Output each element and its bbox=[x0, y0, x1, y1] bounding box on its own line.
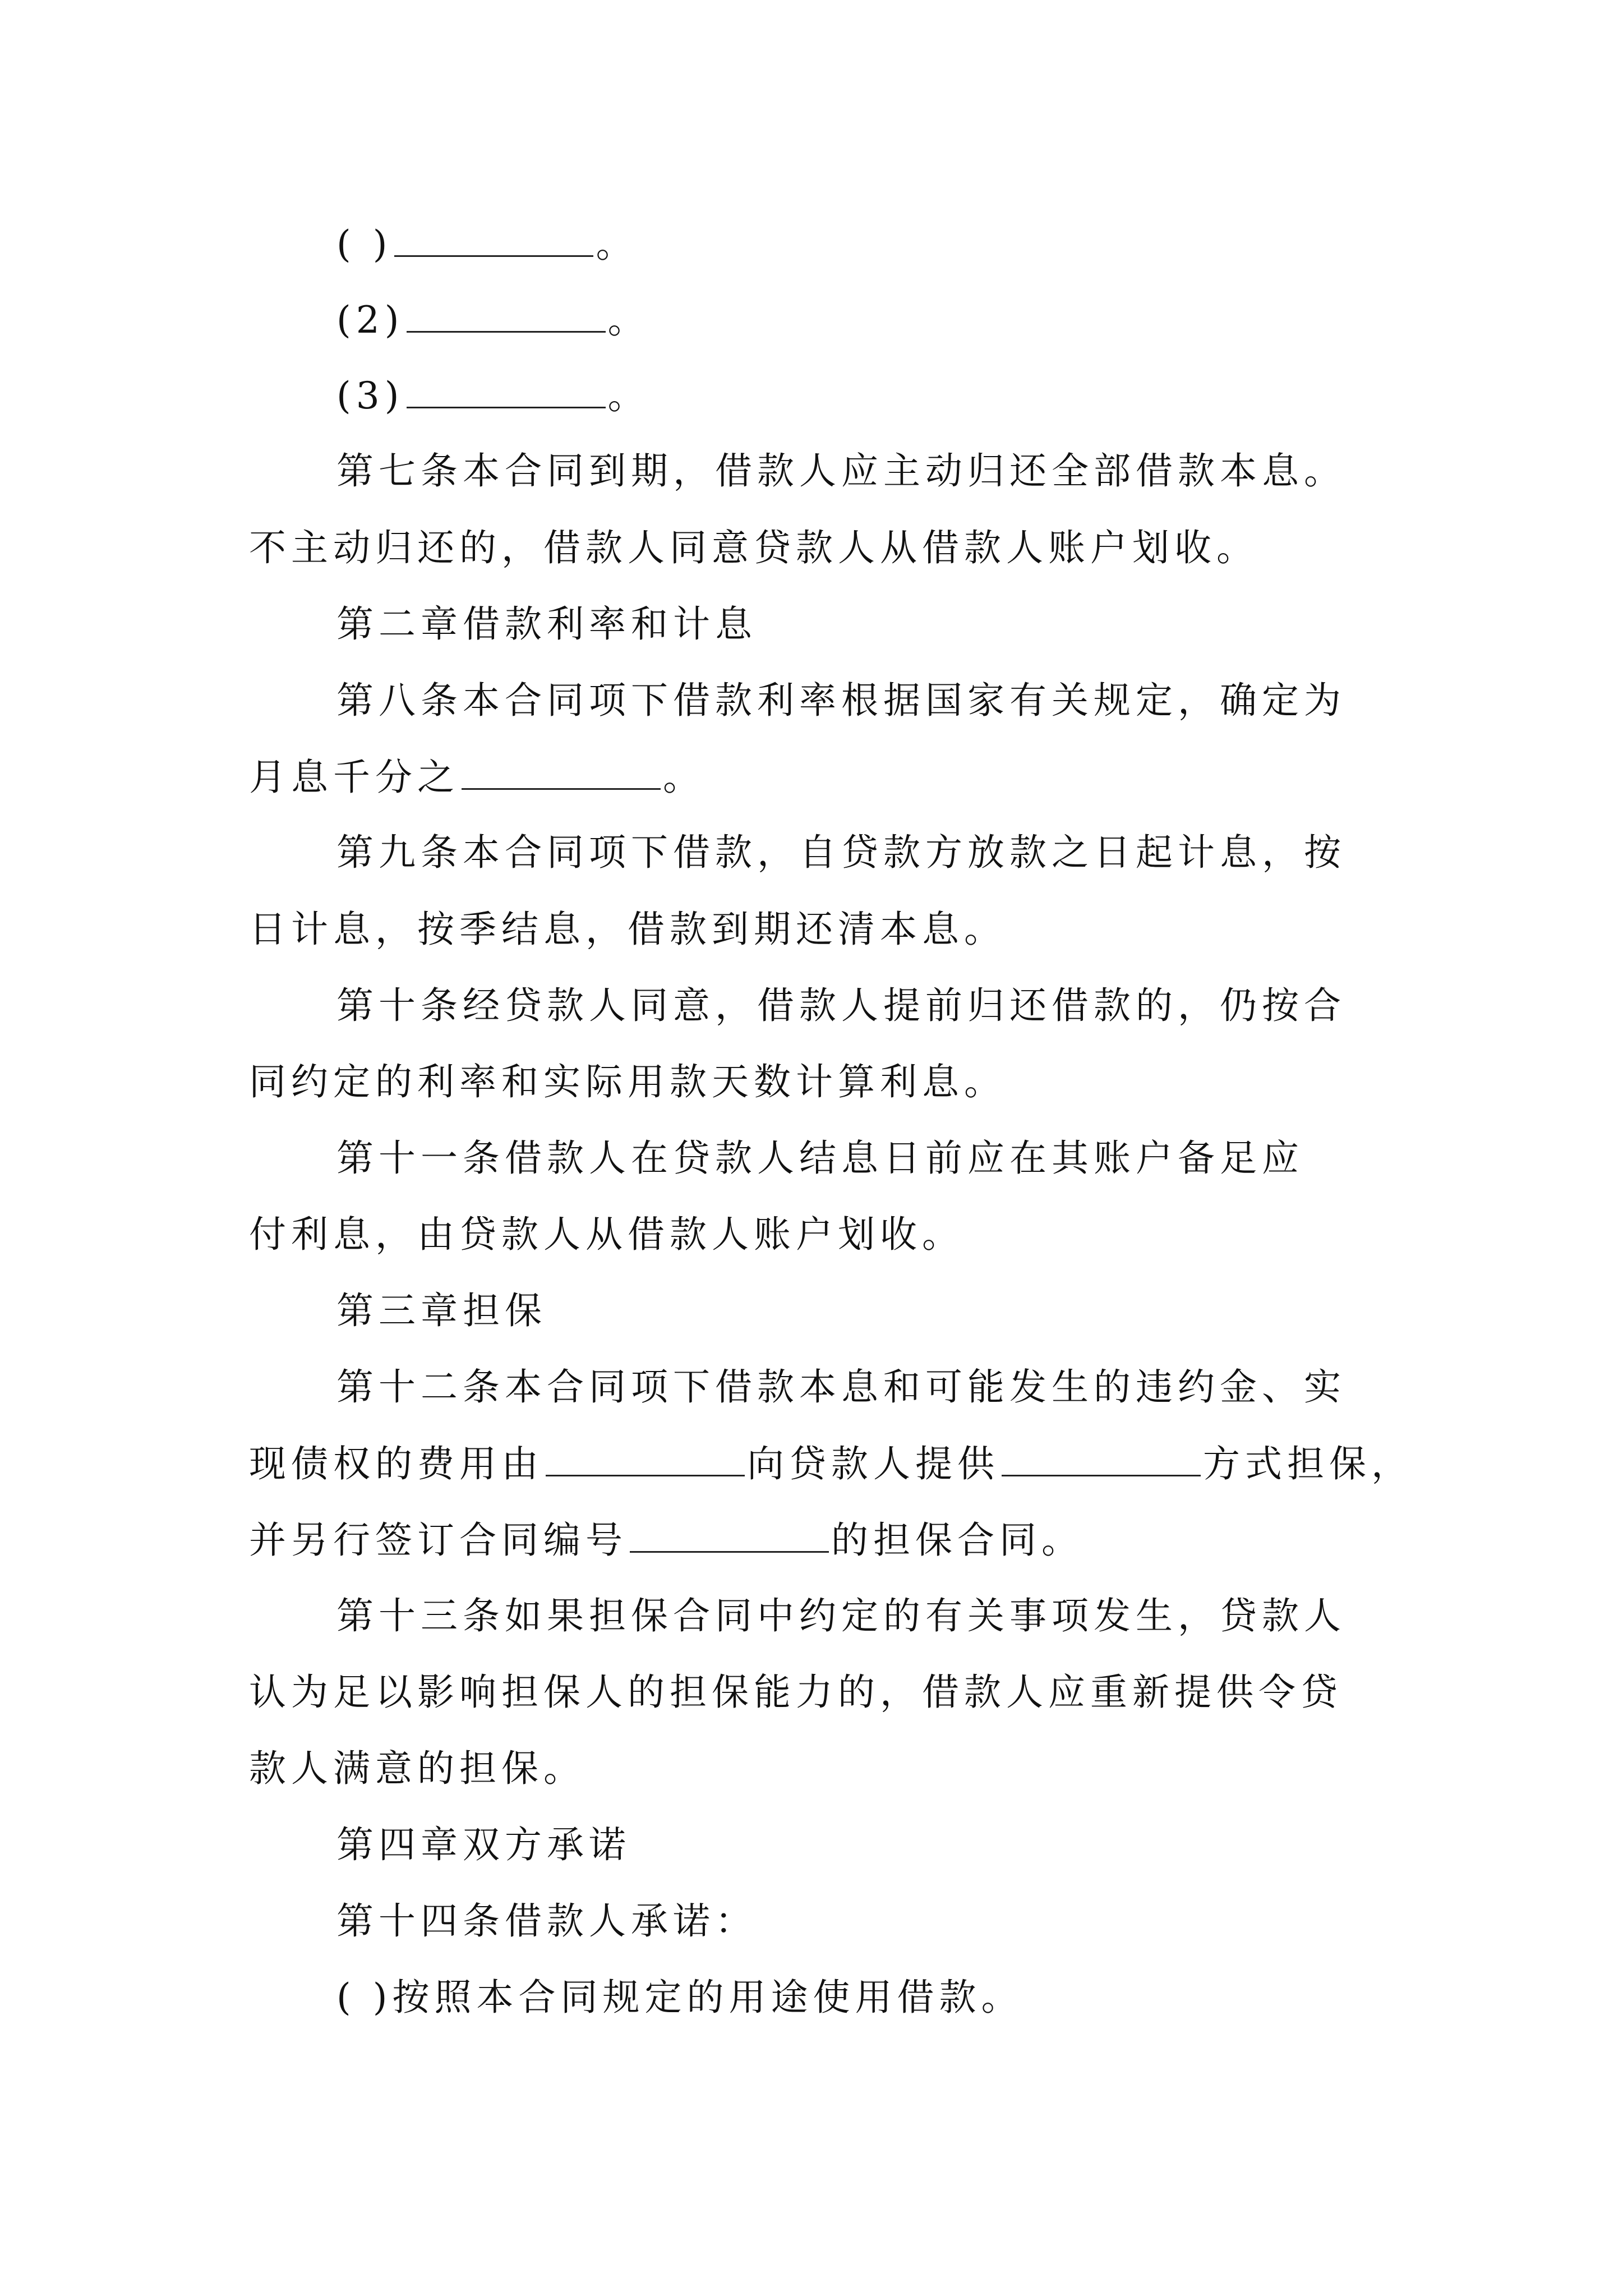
article-14-line-1: 第十四条借款人承诺： bbox=[336, 1899, 757, 1943]
article-10-line-2: 同约定的利率和实际用款天数计算利息。 bbox=[249, 1060, 1006, 1103]
article-10-line-1: 第十条经贷款人同意，借款人提前归还借款的，仍按合 bbox=[336, 984, 1346, 1027]
fill-blank bbox=[1002, 1441, 1201, 1476]
fill-blank bbox=[394, 222, 593, 257]
article-13-line-2: 认为足以影响担保人的担保能力的，借款人应重新提供令贷 bbox=[249, 1671, 1343, 1714]
fill-blank bbox=[407, 297, 606, 333]
article-8-line-2: 月息千分之 。 bbox=[249, 756, 705, 799]
article-11-line-1: 第十一条借款人在贷款人结息日前应在其账户备足应 bbox=[336, 1137, 1304, 1180]
article-7-line-1: 第七条本合同到期，借款人应主动归还全部借款本息。 bbox=[336, 449, 1346, 493]
article-13-line-1: 第十三条如果担保合同中约定的有关事项发生，贷款人 bbox=[336, 1594, 1346, 1637]
article-14-item-1: ( )按照本合同规定的用途使用借款。 bbox=[336, 1976, 1023, 2019]
chapter-2-heading: 第二章借款利率和计息 bbox=[336, 602, 757, 646]
chapter-4-heading: 第四章双方承诺 bbox=[336, 1823, 631, 1866]
blank-item-3: (3) 。 bbox=[336, 374, 650, 417]
fill-blank bbox=[630, 1517, 829, 1553]
article-12-line-2: 现债权的费用由 向贷款人提供 方式担保， bbox=[249, 1442, 1413, 1485]
article-8-line-1: 第八条本合同项下借款利率根据国家有关规定，确定为 bbox=[336, 679, 1346, 722]
article-9-line-1: 第九条本合同项下借款，自贷款方放款之日起计息，按 bbox=[336, 831, 1346, 874]
blank-item-2: (2) 。 bbox=[336, 298, 650, 342]
chapter-3-heading: 第三章担保 bbox=[336, 1289, 547, 1332]
article-9-line-2: 日计息，按季结息，借款到期还清本息。 bbox=[249, 908, 1006, 951]
blank-item-1: ( ) 。 bbox=[336, 223, 638, 266]
fill-blank bbox=[407, 373, 606, 408]
article-13-line-3: 款人满意的担保。 bbox=[249, 1747, 585, 1790]
fill-blank bbox=[546, 1441, 745, 1476]
fill-blank bbox=[462, 754, 661, 790]
article-11-line-2: 付利息，由贷款人从借款人账户划收。 bbox=[249, 1213, 964, 1256]
article-7-line-2: 不主动归还的，借款人同意贷款人从借款人账户划收。 bbox=[249, 526, 1258, 569]
article-12-line-1: 第十二条本合同项下借款本息和可能发生的违约金、实 bbox=[336, 1365, 1346, 1409]
article-12-line-3: 并另行签订合同编号 的担保合同。 bbox=[249, 1519, 1083, 1562]
